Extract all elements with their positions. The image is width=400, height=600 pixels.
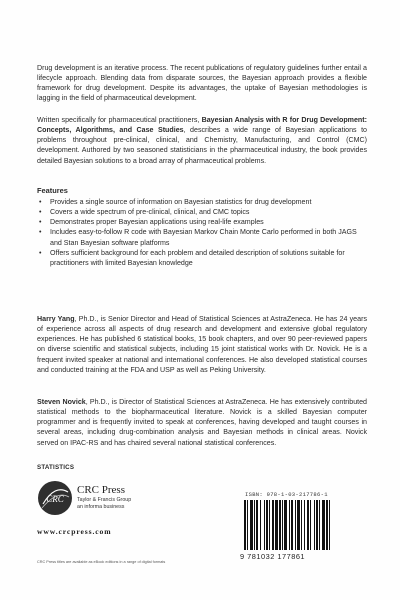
barcode-bar [284, 500, 287, 550]
barcode-bar [297, 500, 300, 550]
crc-logo-icon [37, 480, 73, 516]
bullet-icon: • [39, 198, 42, 206]
barcode-number: 9 781032 177861 [240, 552, 306, 561]
barcode-bar [250, 500, 253, 550]
author-name: Steven Novick [37, 398, 86, 406]
barcode-bar [301, 500, 302, 550]
features-heading: Features [37, 186, 68, 195]
author-bio-text: , Ph.D., is Director of Statistical Sciences at AstraZeneca. He has extensively contributed statistical methods to the biopharmaceutical literature. Novick is a skilled Bayesian computer programmer and is frequently invited to speak at conferences, having developed and taught courses in several areas, including drug-combination analysis and Bayesian methods in clinical areas. Novick served on IPAC-RS and has chaired several national statistical conferences. [37, 398, 367, 447]
barcode-bar [310, 500, 311, 550]
barcode-bar [279, 500, 281, 550]
features-list [37, 197, 367, 268]
author-bio-text: , Ph.D., is Senior Director and Head of Statistical Sciences at AstraZeneca. He has 24 years of experience across all aspects of drug research and development and extensive global regulatory experiences. He has published 6 statistical books, 15 book chapters, and over 90 peer-reviewed papers on diverse scientific and statistical subjects, including 15 joint statistical works with Dr. Novick. He is a frequent invited speaker at national and international conferences. He also developed statistical courses and conducted training at the FDA and USP as well as Peking University. [37, 315, 367, 374]
barcode-bar [260, 500, 261, 550]
isbn-label: ISBN: 978-1-03-217786-1 [245, 491, 328, 498]
publisher-name: CRC Press [77, 484, 125, 496]
barcode-bar [322, 500, 325, 550]
barcode-bar [307, 500, 309, 550]
barcode-bar [329, 500, 330, 550]
description-lead: Written specifically for pharmaceutical practitioners, [37, 116, 202, 124]
author-bio-yang [37, 314, 367, 375]
barcode-bar [295, 500, 296, 550]
barcode-bar [282, 500, 283, 550]
barcode-bar [326, 500, 328, 550]
publisher-website: www.crcpress.com [37, 527, 112, 536]
barcode-bar [269, 500, 270, 550]
bullet-icon: • [39, 218, 42, 227]
book-description-paragraph [37, 115, 367, 166]
book-title: Bayesian Analysis with R for Drug Development: Concepts, Algorithms, and Case Studies [37, 116, 367, 135]
feature-item [37, 227, 367, 247]
barcode-bar [264, 500, 265, 550]
feature-text: Offers sufficient background for each problem and detailed description of solutions suitable for practitioners with limited Bayesian knowledge [50, 248, 345, 267]
author-bio-novick [37, 397, 367, 448]
feature-text: Covers a wide spectrum of pre-clinical, clinical, and CMC topics [50, 208, 250, 217]
feature-item [37, 197, 367, 207]
bullet-icon: • [39, 208, 42, 217]
publisher-group: Taylor & Francis Group [77, 497, 132, 503]
barcode-bar [316, 500, 318, 550]
barcode-bar [289, 500, 290, 550]
logo-text: CRC [46, 494, 64, 504]
feature-text: Provides a single source of information on Bayesian statistics for drug development [50, 198, 312, 206]
feature-item [37, 217, 367, 227]
feature-item [37, 248, 367, 268]
feature-item [37, 207, 367, 217]
publisher-parent: an informa business [77, 504, 125, 510]
bullet-icon: • [39, 228, 42, 237]
barcode-bar [275, 500, 278, 550]
intro-paragraph: Drug development is an iterative process. The recent publications of regulatory guidelines further entail a lifecycle approach. Blending data from disparate sources, the Bayesian approach provides a flexible framework for drug development. Despite its advantages, the uptake of Bayesian methodologies is lagging in the field of pharmaceutical development. [37, 64, 367, 103]
bullet-icon: • [39, 248, 42, 257]
feature-text: Demonstrates proper Bayesian applications using real-life examples [50, 218, 264, 227]
barcode-bar [266, 500, 268, 550]
barcode-bar [319, 500, 320, 550]
author-name: Harry Yang [37, 315, 75, 323]
barcode-bar [254, 500, 255, 550]
barcode-bar [247, 500, 248, 550]
barcode-bar [291, 500, 293, 550]
description-rest: , describes a wide range of Bayesian applications to problems throughout pre-clinical, clinical, and Chemistry, Manufacturing, and Control (CMC) development. Authored by two seasoned statisticians in the pharmaceutical industry, the book provides detailed Bayesian solutions to a broad array of pharmaceutical problems. [37, 126, 367, 165]
barcode-icon [242, 500, 370, 550]
feature-text: Includes easy-to-follow R code with Bayesian Markov Chain Monte Carlo performed in both JAGS and Stan Bayesian software platforms [50, 228, 357, 247]
ebook-note: CRC Press titles are available as eBook editions in a range of digital formats [37, 560, 166, 564]
barcode-bar [244, 500, 246, 550]
barcode-bar [304, 500, 305, 550]
barcode-bar [314, 500, 315, 550]
barcode-bar [272, 500, 274, 550]
barcode-bar [256, 500, 258, 550]
category-label: STATISTICS [37, 464, 75, 471]
